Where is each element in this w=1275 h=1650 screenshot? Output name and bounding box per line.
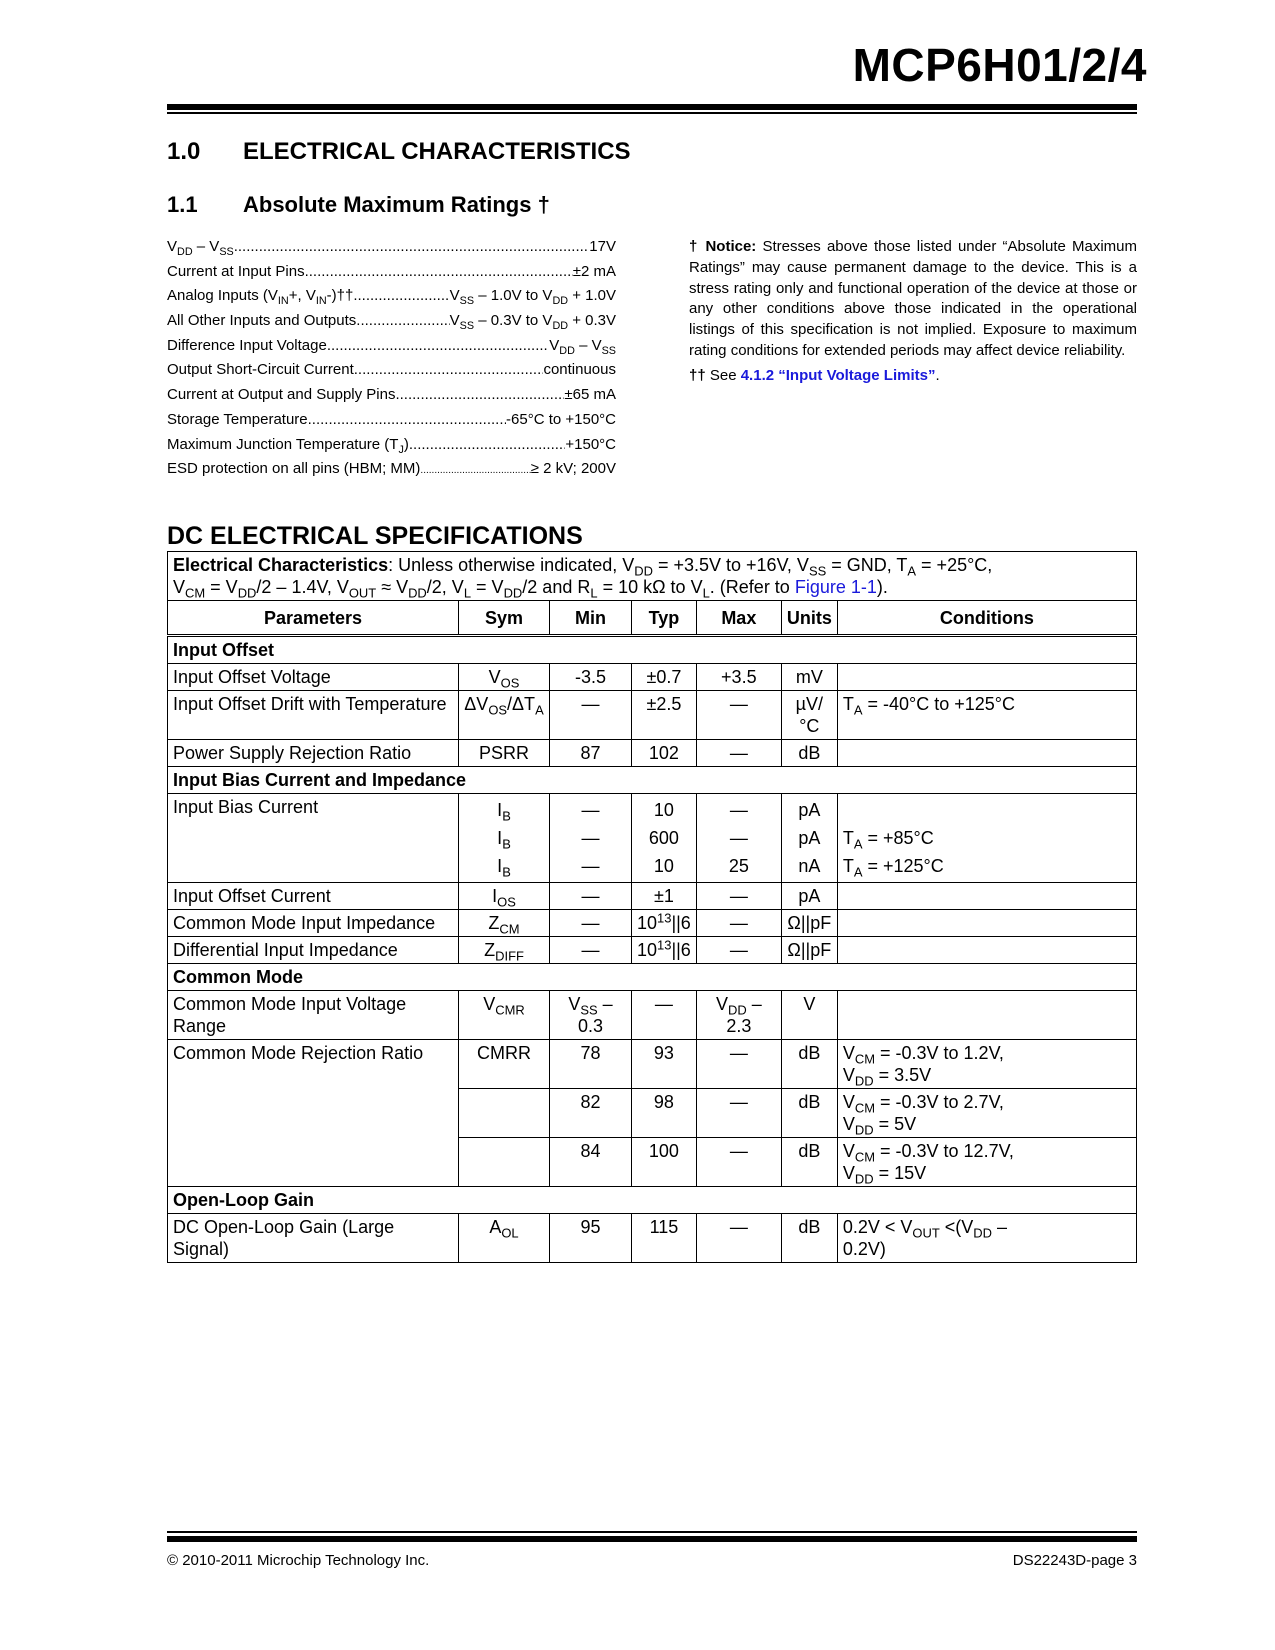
col-header-sym: Sym <box>459 601 550 636</box>
leader-dots <box>234 238 590 255</box>
units-cell: V <box>781 991 837 1040</box>
cond-cell: $0.2V < V_{OUT} <(V_{DD}$ – 0.2V) <box>837 1214 1136 1263</box>
rating-row <box>167 411 616 436</box>
rating-value: 17V <box>589 238 616 255</box>
cond-cell <box>837 937 1136 964</box>
typ-cell: 102 <box>632 740 697 767</box>
sym-cell <box>459 794 550 883</box>
table-row <box>168 1040 1137 1089</box>
leader-dots <box>353 287 449 304</box>
rating-value: continuous <box>543 361 616 379</box>
leader-dots <box>409 436 566 453</box>
footnote-lead: †† <box>689 366 706 384</box>
rating-label: Storage Temperature <box>167 410 308 428</box>
cond-cell-line: $T_A = +85^\circ C$ <box>842 828 934 852</box>
units-cell: Ω||pF <box>781 910 837 937</box>
typ-cell: 100 <box>632 1138 697 1187</box>
min-cell: 84 <box>550 1138 632 1187</box>
cond-cell <box>837 883 1136 910</box>
header-rule-thin <box>167 112 1137 114</box>
leader-dots <box>308 411 506 428</box>
group-row-common-mode <box>168 964 1137 991</box>
cond-cell: $V_{CM} = -0.3V$ to 2.7V, $V_{DD} = 5V$ <box>837 1089 1136 1138</box>
max-cell: — <box>696 1089 781 1138</box>
table-row <box>168 937 1137 964</box>
col-header-max: Max <box>696 601 781 636</box>
sym-cell-line: $I_B$ <box>497 800 511 824</box>
max-cell: — <box>696 1138 781 1187</box>
electrical-characteristics-note <box>168 552 1137 601</box>
subsection-number: 1.1 <box>167 192 198 217</box>
group-label: Open-Loop Gain <box>168 1187 1137 1214</box>
param-cell: DC Open-Loop Gain (Large Signal) <box>168 1214 459 1263</box>
units-cell: µV/°C <box>781 691 837 740</box>
dc-spec-table <box>167 551 1137 1263</box>
cond-cell <box>837 910 1136 937</box>
param-cell: Power Supply Rejection Ratio <box>168 740 459 767</box>
rating-row <box>167 287 616 312</box>
group-label: Input Bias Current and Impedance <box>168 767 1137 794</box>
cond-cell: $V_{CM} = -0.3V$ to 1.2V, $V_{DD} = 3.5V$ <box>837 1040 1136 1089</box>
leader-dots <box>420 465 530 476</box>
min-cell-line: — <box>581 856 600 876</box>
min-cell: — <box>550 883 632 910</box>
param-cell: Common Mode Input Impedance <box>168 910 459 937</box>
rating-row <box>167 312 616 337</box>
leader-dots <box>356 312 449 329</box>
table-row <box>168 1214 1137 1263</box>
table-row <box>168 740 1137 767</box>
typ-cell: 98 <box>632 1089 697 1138</box>
rating-label: Analog Inputs ($V_{IN}+$, $V_{IN}-)\dagger\dagger$ <box>167 287 354 308</box>
col-header-units: Units <box>781 601 837 636</box>
dc-spec-title: DC ELECTRICAL SPECIFICATIONS <box>167 522 583 550</box>
min-cell: — <box>550 691 632 740</box>
units-cell <box>781 794 837 883</box>
units-cell-line: pA <box>798 800 821 820</box>
footnote-paragraph <box>689 366 1137 387</box>
electrical-characteristics-row <box>168 552 1137 601</box>
min-cell-line: — <box>581 828 600 848</box>
table-row <box>168 910 1137 937</box>
sym-cell: $V_{OS}$ <box>459 664 550 691</box>
group-label: Common Mode <box>168 964 1137 991</box>
input-voltage-limits-link[interactable]: 4.1.2 “Input Voltage Limits” <box>740 366 936 384</box>
units-cell-line: pA <box>798 828 821 848</box>
notice-lead: † Notice: <box>689 238 757 255</box>
table-header-row <box>168 601 1137 636</box>
sym-cell: $Z_{DIFF}$ <box>459 937 550 964</box>
cond-cell <box>837 740 1136 767</box>
notice-paragraph <box>689 237 1137 362</box>
param-cell: Common Mode Rejection Ratio <box>168 1040 459 1187</box>
section-heading <box>167 138 631 166</box>
sym-cell: $I_{OS}$ <box>459 883 550 910</box>
footnote-end: . <box>935 366 940 384</box>
sym-cell: $A_{OL}$ <box>459 1214 550 1263</box>
subsection-heading <box>167 192 550 218</box>
rating-label: Output Short-Circuit Current <box>167 361 354 379</box>
units-cell: dB <box>781 1138 837 1187</box>
rating-label: Current at Input Pins <box>167 262 305 280</box>
typ-cell: — <box>632 991 697 1040</box>
header-rule-thick <box>167 104 1137 110</box>
param-cell: Input Offset Current <box>168 883 459 910</box>
max-cell: +3.5 <box>696 664 781 691</box>
figure-1-1-link[interactable]: Figure 1-1 <box>794 577 877 597</box>
col-header-conditions: Conditions <box>837 601 1136 636</box>
rating-label: Maximum Junction Temperature $(T_J)$ <box>167 435 409 456</box>
table-row <box>168 991 1137 1040</box>
leader-dots <box>395 386 564 403</box>
max-cell-line: 25 <box>728 856 749 876</box>
param-cell: Differential Input Impedance <box>168 937 459 964</box>
sym-cell <box>459 1089 550 1138</box>
units-cell: mV <box>781 664 837 691</box>
param-cell: Input Bias Current <box>168 794 459 883</box>
min-cell: 95 <box>550 1214 632 1263</box>
units-cell: Ω||pF <box>781 937 837 964</box>
footnote-text: See <box>705 366 741 384</box>
table-row <box>168 883 1137 910</box>
document-title: MCP6H01/2/4 <box>852 39 1147 91</box>
max-cell: — <box>696 740 781 767</box>
rating-value: ±65 mA <box>564 386 616 404</box>
typ-cell-line: 10 <box>653 800 674 820</box>
max-cell: — <box>696 883 781 910</box>
max-cell: — <box>696 691 781 740</box>
units-cell: dB <box>781 1040 837 1089</box>
leader-dots <box>305 263 573 280</box>
param-cell: Input Offset Voltage <box>168 664 459 691</box>
ec-end: ). <box>876 577 888 597</box>
sym-cell: $V_{CMR}$ <box>459 991 550 1040</box>
typ-cell-line: 10 <box>653 856 674 876</box>
footer-copyright: © 2010-2011 Microchip Technology Inc. <box>167 1552 430 1569</box>
units-cell-line: nA <box>798 856 821 876</box>
notice-text: Stresses above those listed under “Absolute Maximum Ratings” may cause permanent damage to the device. This is a stress rating only and functional operation of the device at those or any other conditions above those indicated in the operational listings of this specification is not implied. Exposure to maximum rating conditions for extended periods may affect device reliability. <box>689 238 1137 359</box>
rating-label: ESD protection on all pins (HBM; MM) <box>167 460 421 478</box>
param-cell: Common Mode Input Voltage Range <box>168 991 459 1040</box>
leader-dots <box>327 337 549 354</box>
rating-row <box>167 361 616 386</box>
units-cell: dB <box>781 1089 837 1138</box>
rating-value: -65°C to +150°C <box>506 410 616 428</box>
min-cell: -3.5 <box>550 664 632 691</box>
rating-value: $V_{SS} - 1.0V$ to $V_{DD} + 1.0V$ <box>449 287 616 308</box>
rating-value: $V_{DD} - V_{SS}$ <box>549 336 616 357</box>
table-row <box>168 794 1137 883</box>
min-cell <box>550 794 632 883</box>
max-cell-line: — <box>729 828 748 848</box>
min-cell-line: — <box>581 800 600 820</box>
rating-label: Current at Output and Supply Pins <box>167 386 396 404</box>
notice-block <box>689 237 1137 391</box>
max-cell-line: — <box>729 800 748 820</box>
max-cell: — <box>696 937 781 964</box>
rating-label: Difference Input Voltage <box>167 336 327 354</box>
typ-cell: 93 <box>632 1040 697 1089</box>
typ-cell: $10^{13}||6$ <box>632 937 697 964</box>
rating-value: ±2 mA <box>572 262 616 280</box>
typ-cell-line: 600 <box>648 828 679 848</box>
max-cell <box>696 794 781 883</box>
units-cell: pA <box>781 883 837 910</box>
rating-value: ≥ 2 kV; 200V <box>530 460 616 478</box>
max-cell: — <box>696 910 781 937</box>
min-cell: $V_{SS} - 0.3$ <box>550 991 632 1040</box>
cond-cell-line: $T_A = +125^\circ C$ <box>842 856 944 880</box>
param-cell: Input Offset Drift with Temperature <box>168 691 459 740</box>
typ-cell <box>632 794 697 883</box>
min-cell: — <box>550 910 632 937</box>
sym-cell: CMRR <box>459 1040 550 1089</box>
subsection-title: Absolute Maximum Ratings † <box>243 192 550 217</box>
footer-rule-thick <box>167 1536 1137 1542</box>
typ-cell: ±1 <box>632 883 697 910</box>
typ-cell: ±0.7 <box>632 664 697 691</box>
sym-cell-line: $I_B$ <box>497 828 511 852</box>
cond-cell: $V_{CM} = -0.3V$ to 12.7V, $V_{DD} = 15V$ <box>837 1138 1136 1187</box>
cond-cell <box>837 991 1136 1040</box>
rating-label: $V_{DD} - V_{SS}$ <box>167 238 234 258</box>
sym-cell: $Z_{CM}$ <box>459 910 550 937</box>
group-row-input-bias <box>168 767 1137 794</box>
section-number: 1.0 <box>167 138 201 165</box>
table-row <box>168 664 1137 691</box>
max-cell: $V_{DD} - 2.3$ <box>696 991 781 1040</box>
min-cell: 87 <box>550 740 632 767</box>
rating-row <box>167 386 616 411</box>
sym-cell <box>459 1138 550 1187</box>
typ-cell: ±2.5 <box>632 691 697 740</box>
rating-value: +150°C <box>565 435 616 453</box>
footer-rule-thin <box>167 1531 1137 1533</box>
rating-row <box>167 436 616 461</box>
rating-row <box>167 238 616 263</box>
group-row-open-loop <box>168 1187 1137 1214</box>
units-cell: dB <box>781 1214 837 1263</box>
rating-row <box>167 460 616 485</box>
rating-row <box>167 337 616 362</box>
min-cell: — <box>550 937 632 964</box>
min-cell: 82 <box>550 1089 632 1138</box>
cond-cell <box>837 794 1136 883</box>
min-cell: 78 <box>550 1040 632 1089</box>
rating-row <box>167 263 616 288</box>
units-cell: dB <box>781 740 837 767</box>
group-label: Input Offset <box>168 636 1137 664</box>
sym-cell: $\Delta V_{OS}/\Delta T_A$ <box>459 691 550 740</box>
sym-cell-line: $I_B$ <box>497 856 511 880</box>
table-row <box>168 691 1137 740</box>
leader-dots <box>354 361 544 378</box>
col-header-parameters: Parameters <box>168 601 459 636</box>
rating-label: All Other Inputs and Outputs <box>167 312 357 330</box>
cond-cell <box>837 664 1136 691</box>
max-cell: — <box>696 1040 781 1089</box>
section-title: ELECTRICAL CHARACTERISTICS <box>243 138 631 165</box>
ec-text: : Unless otherwise indicated, $V_{DD} = +3.5V$ to +16V, $V_{SS}$ = GND, $T_A = +25^\circ C$, $V_{CM} = V_{DD}/2 - 1.4V$, $V_{OUT} \approx V_{DD}/2$, $V_L = V_{DD}/2$ and $R_L = 10$ kΩ to $V_L$. (Refer to <box>173 555 993 601</box>
sym-cell: PSRR <box>459 740 550 767</box>
rating-value: $V_{SS} - 0.3V$ to $V_{DD} + 0.3V$ <box>449 312 616 332</box>
group-row-input-offset <box>168 636 1137 664</box>
typ-cell: 115 <box>632 1214 697 1263</box>
col-header-typ: Typ <box>632 601 697 636</box>
ec-lead: Electrical Characteristics <box>173 555 389 575</box>
typ-cell: $10^{13}||6$ <box>632 910 697 937</box>
cond-cell-line <box>843 796 1131 824</box>
footer-page-id: DS22243D-page 3 <box>1012 1552 1137 1569</box>
col-header-min: Min <box>550 601 632 636</box>
absolute-max-ratings-list <box>167 238 616 485</box>
cond-cell: $T_A = -40^\circ C$ to +125°C <box>837 691 1136 740</box>
max-cell: — <box>696 1214 781 1263</box>
